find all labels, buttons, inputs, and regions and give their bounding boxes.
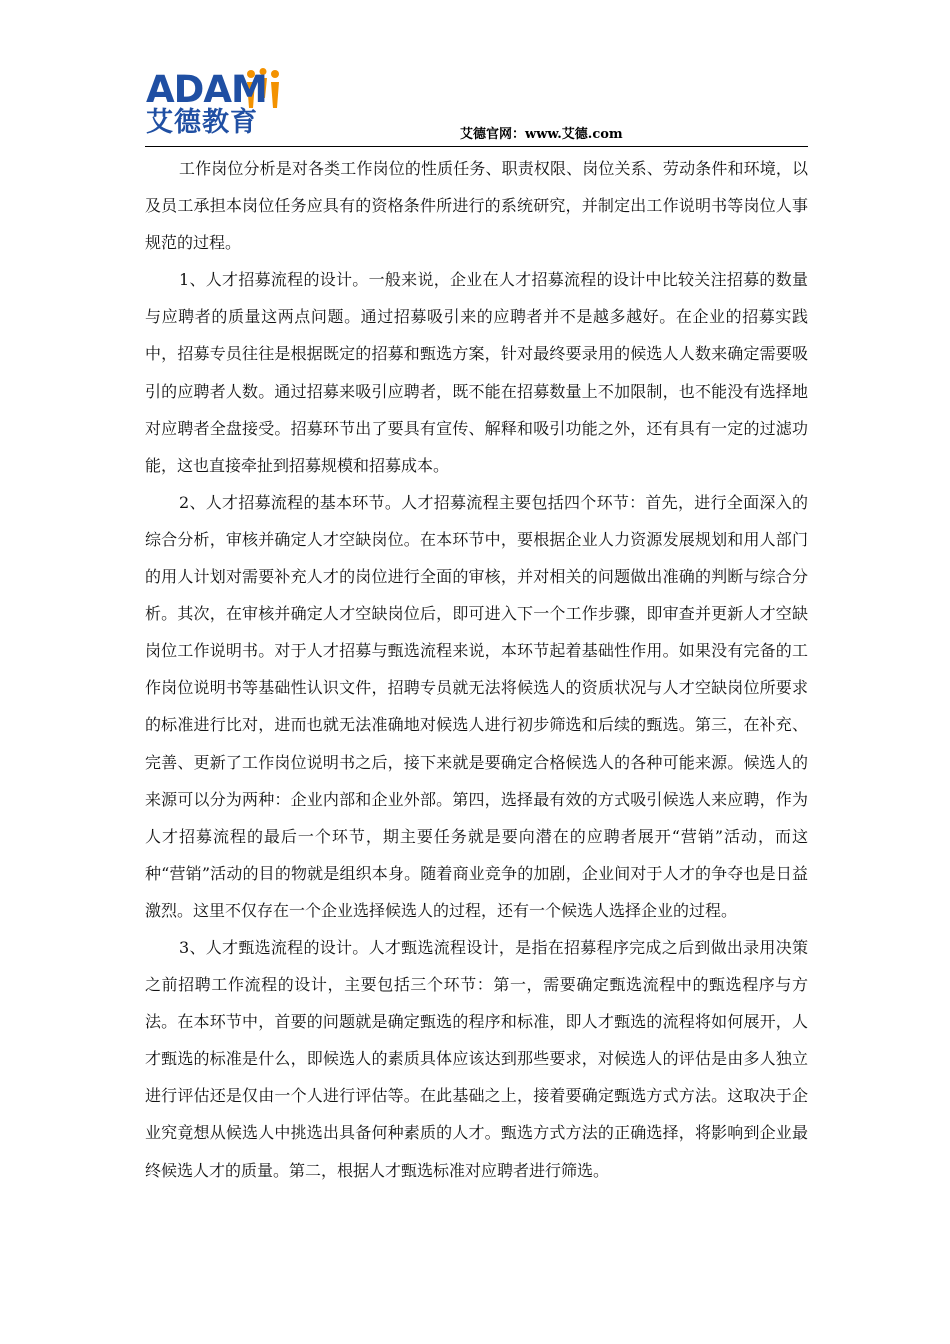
site-label: 艾德官网：www.艾德.com (460, 127, 623, 142)
adam-logo (146, 68, 288, 138)
paragraph-1: 1、人才招募流程的设计。一般来说，企业在人才招募流程的设计中比较关注招募的数量与应聘者的质量这两点问题。通过招募吸引来的应聘者并不是越多越好。在企业的招募实践中，招募专员往往是根据既定的招募和甄选方案，针对最终要录用的候选人人数来确定需要吸引的应聘者人数。通过招募来吸引应聘者，既不能在招募数量上不加限制，也不能没有选择地对应聘者全盘接受。招募环节出了要具有宣传、解释和吸引功能之外，还有具有一定的过滤功能，这也直接牵扯到招募规模和招募成本。 (145, 270, 808, 475)
paragraph-intro: 工作岗位分析是对各类工作岗位的性质任务、职责权限、岗位关系、劳动条件和环境，以及员工承担本岗位任务应具有的资格条件所进行的系统研究，并制定出工作说明书等岗位人事规范的过程。 (145, 159, 808, 253)
logo-text-cn: 艾德教育 (146, 107, 258, 138)
paragraph-3: 3、人才甄选流程的设计。人才甄选流程设计，是指在招募程序完成之后到做出录用决策之前招聘工作流程的设计，主要包括三个环节：第一，需要确定甄选流程中的甄选程序与方法。在本环节中，首要的问题就是确定甄选的程序和标准，即人才甄选的流程将如何展开，人才甄选的标准是什么，即候选人的素质具体应该达到那些要求，对候选人的评估是由多人独立进行评估还是仅由一个人进行评估等。在此基础之上，接着要确定甄选方式方法。这取决于企业究竟想从候选人中挑选出具备何种素质的人才。甄选方式方法的正确选择，将影响到企业最终候选人才的质量。第二，根据人才甄选标准对应聘者进行筛选。 (145, 937, 808, 1180)
header-divider (145, 146, 808, 147)
paragraph-2: 2、人才招募流程的基本环节。人才招募流程主要包括四个环节：首先，进行全面深入的综合分析，审核并确定人才空缺岗位。在本环节中，要根据企业人力资源发展规划和用人部门的用人计划对需要补充人才的岗位进行全面的审核，并对相关的问题做出准确的判断与综合分析。其次，在审核并确定人才空缺岗位后，即可进入下一个工作步骤，即审查并更新人才空缺岗位工作说明书。对于人才招募与甄选流程来说，本环节起着基础性作用。如果没有完备的工作岗位说明书等基础性认识文件，招聘专员就无法将候选人的资质状况与人才空缺岗位所要求的标准进行比对，进而也就无法准确地对候选人进行初步筛选和后续的甄选。第三，在补充、完善、更新了工作岗位说明书之后，接下来就是要确定合格候选人的各种可能来源。候选人的来源可以分为两种：企业内部和企业外部。第四，选择最有效的方式吸引候选人来应聘，作为人才招募流程的最后一个环节，期主要任务就是要向潜在的应聘者展开“营销”活动，而这种“营销”活动的目的物就是组织本身。随着商业竞争的加剧，企业间对于人才的争夺也是日益激烈。这里不仅存在一个企业选择候选人的过程，还有一个候选人选择企业的过程。 (145, 492, 808, 920)
logo-text-en: ADAM (146, 68, 267, 111)
article-body (145, 150, 808, 1189)
